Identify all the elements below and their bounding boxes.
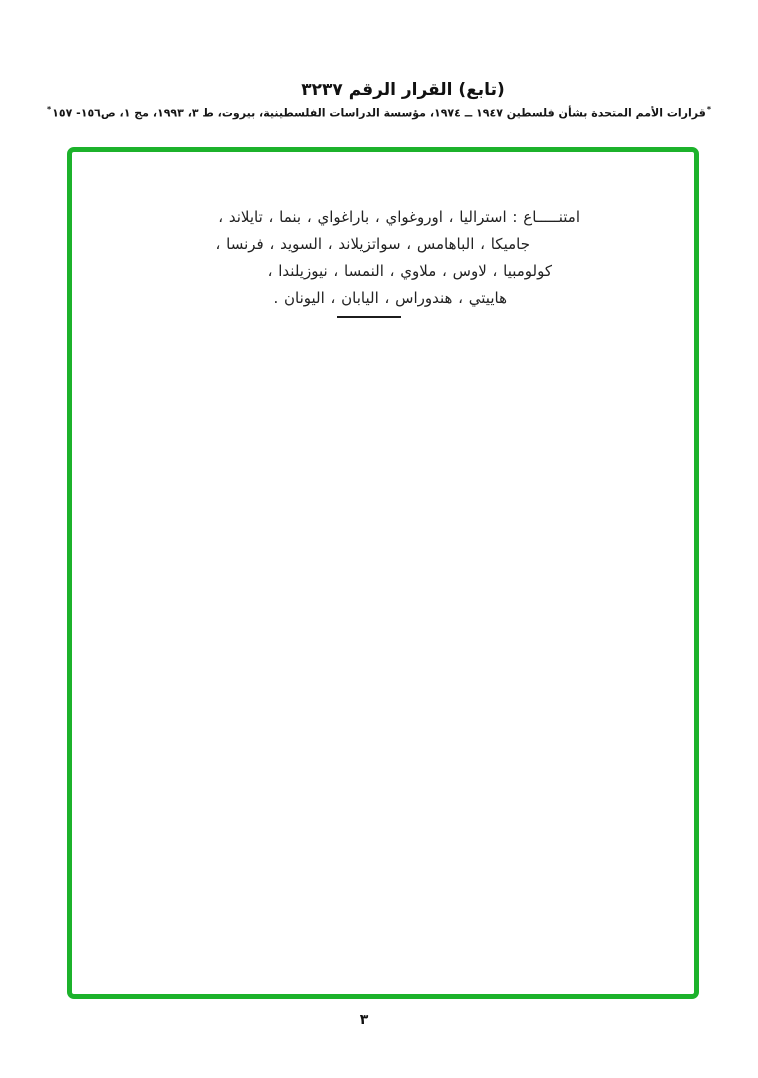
citation-text: قرارات الأمم المتحدة بشأن فلسطين ١٩٤٧ ــ ١٩٧٤، مؤسسة الدراسات الفلسطينية، بيروت، ط ٣، ١٩٩٣، مج ١، ص١٥٦- ١٥٧ — [52, 106, 706, 120]
source-citation — [0, 105, 758, 120]
paragraph-line-4: هاييتي ، هندوراس ، اليابان ، اليونان . — [273, 289, 507, 307]
paragraph-line-3: كولومبيا ، لاوس ، ملاوي ، النمسا ، نيوزيلندا ، — [267, 262, 552, 280]
footnote-asterisk-right: * — [706, 105, 711, 114]
abstention-paragraph — [216, 204, 580, 312]
page-title: (تابع) القرار الرقم ٣٢٣٧ — [301, 80, 505, 100]
separator-rule — [337, 316, 401, 318]
footnote-asterisk-left: * — [46, 105, 52, 114]
paragraph-line-1: امتنـــــاع : استراليا ، اوروغواي ، باراغواي ، بنما ، تايلاند ، — [218, 208, 580, 226]
paragraph-line-2: جاميكا ، الباهامس ، سواتزيلاند ، السويد ، فرنسا ، — [215, 235, 530, 253]
content-box — [67, 147, 699, 999]
page-number: ٣ — [359, 1012, 369, 1028]
